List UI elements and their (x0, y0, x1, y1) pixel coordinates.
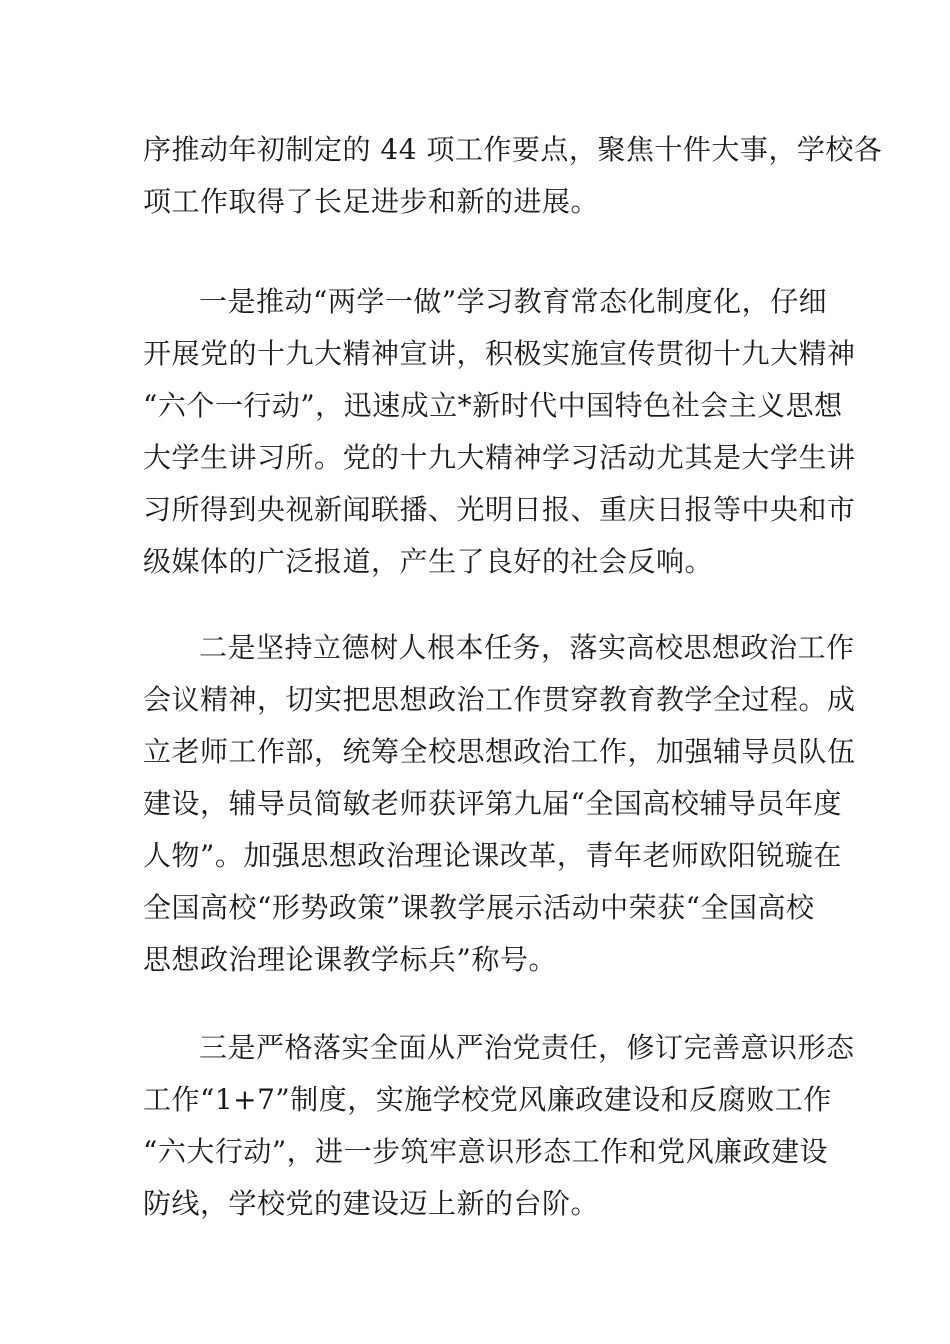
paragraph-line: 开展党的十九大精神宣讲，积极实施宣传贯彻十九大精神 (143, 337, 856, 370)
paragraph-line: 习所得到央视新闻联播、光明日报、重庆日报等中央和市 (143, 493, 856, 526)
paragraph-line: 项工作取得了长足进步和新的进展。 (143, 185, 600, 218)
paragraph-third-point (143, 1022, 855, 1230)
paragraph-line: 防线，学校党的建设迈上新的台阶。 (143, 1187, 600, 1220)
paragraph-second-point (143, 622, 856, 986)
paragraph-line: 序推动年初制定的 44 项工作要点，聚焦十件大事，学校各 (143, 133, 883, 166)
paragraph-line: “六大行动”，进一步筑牢意识形态工作和党风廉政建设 (143, 1135, 829, 1168)
paragraph-line: 二是坚持立德树人根本任务，落实高校思想政治工作 (199, 631, 855, 664)
paragraph-line: “六个一行动”，迅速成立*新时代中国特色社会主义思想 (143, 389, 843, 422)
paragraph-line: 立老师工作部，统筹全校思想政治工作，加强辅导员队伍 (143, 735, 856, 768)
paragraph-line: 三是严格落实全面从严治党责任，修订完善意识形态 (199, 1031, 855, 1064)
paragraph-line: 级媒体的广泛报道，产生了良好的社会反响。 (143, 545, 714, 578)
paragraph-line: 大学生讲习所。党的十九大精神学习活动尤其是大学生讲 (143, 441, 856, 474)
paragraph-line: 思想政治理论课教学标兵”称号。 (143, 943, 557, 976)
paragraph-line: 一是推动“两学一做”学习教育常态化制度化，仔细 (199, 285, 828, 318)
paragraph-line: 工作“1+7”制度，实施学校党风廉政建设和反腐败工作 (143, 1083, 832, 1116)
paragraph-line: 建设，辅导员简敏老师获评第九届“全国高校辅导员年度 (143, 787, 842, 820)
paragraph-line: 人物”。加强思想政治理论课改革，青年老师欧阳锐璇在 (143, 839, 842, 872)
paragraph-intro (143, 124, 883, 228)
paragraph-line: 会议精神，切实把思想政治工作贯穿教育教学全过程。成 (143, 683, 856, 716)
paragraph-line: 全国高校“形势政策”课教学展示活动中荣获“全国高校 (143, 891, 815, 924)
paragraph-first-point (143, 276, 856, 588)
